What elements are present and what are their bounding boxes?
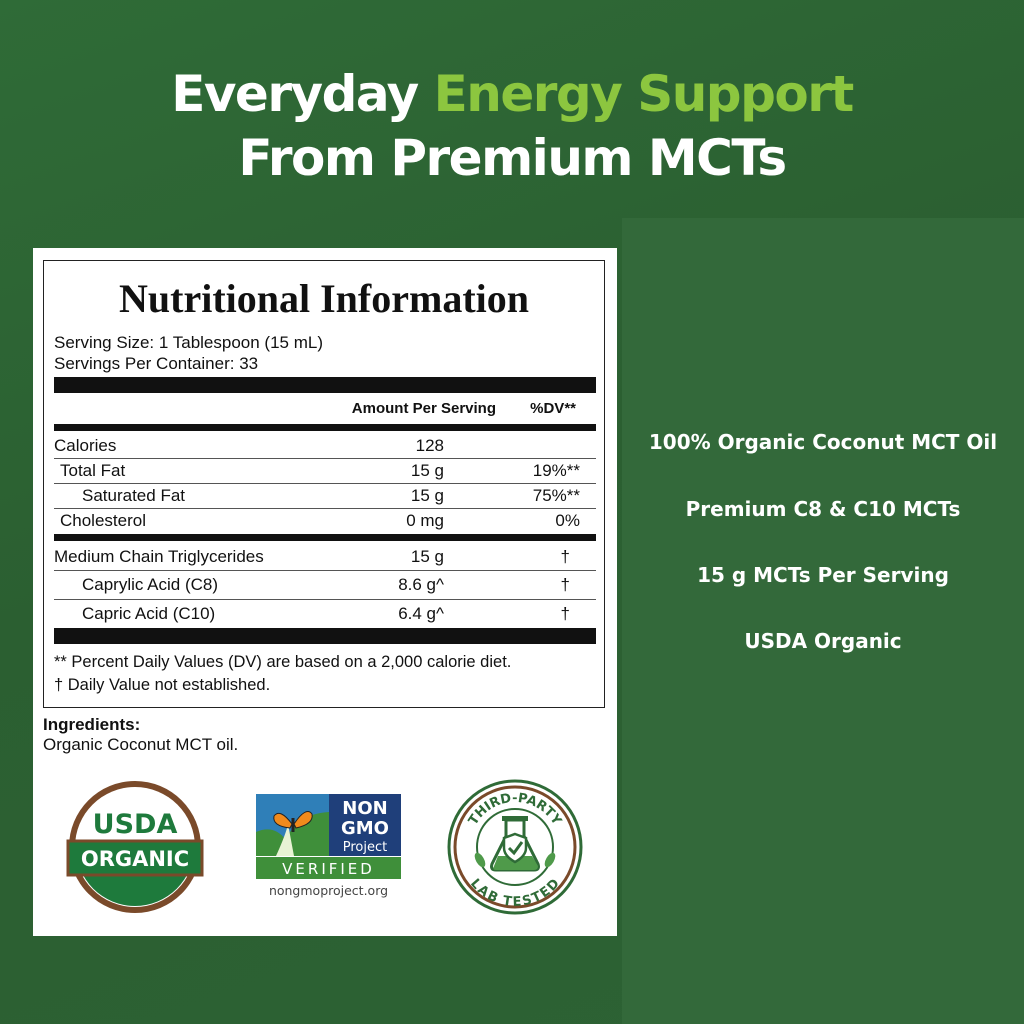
row-saturated-fat-amount: 15 g [410,486,444,505]
headline [0,62,1024,190]
claim-usda-organic: USDA Organic [744,629,902,653]
claim-mcts-per-serving: 15 g MCTs Per Serving [697,563,949,587]
row-caprylic-amount: 8.6 g^ [398,575,444,594]
row-total-fat-dv: 19%** [532,461,580,480]
row-total-fat-amount: 15 g [410,461,444,480]
row-caprylic-label: Caprylic Acid (C8) [82,575,219,594]
usda-organic-seal [66,778,204,916]
row-divider [54,458,596,459]
serving-size: Serving Size: 1 Tablespoon (15 mL) [54,333,324,352]
ingredients-heading: Ingredients: [43,715,141,734]
thick-divider-4 [54,628,596,644]
nutrition-facts-box [43,260,605,708]
row-capric-dv: † [560,604,570,623]
non-gmo-verified-badge [256,794,401,900]
row-capric-label: Capric Acid (C10) [82,604,216,623]
row-mct-dv: † [560,547,570,566]
footnote-dagger: † Daily Value not established. [54,676,271,694]
ingredients-text: Organic Coconut MCT oil. [43,735,239,754]
header-amount: Amount Per Serving [351,400,496,417]
footnote-dv: ** Percent Daily Values (DV) are based on a 2,000 calorie diet. [54,653,512,671]
row-cholesterol-label: Cholesterol [60,511,146,530]
lab-bottom-textpath: LAB TESTED [467,876,563,910]
nongmo-non: NON [342,798,388,819]
headline-line-2: From Premium MCTs [238,129,786,187]
thick-divider-1 [54,377,596,393]
row-divider [54,508,596,509]
nongmo-verified: VERIFIED [282,860,375,878]
thick-divider-3 [54,534,596,541]
row-mct-label: Medium Chain Triglycerides [54,547,264,566]
header-dv: %DV** [530,400,576,417]
right-band [622,218,1024,1024]
row-mct-amount: 15 g [410,547,444,566]
row-cholesterol-amount: 0 mg [406,511,444,530]
nutrition-title: Nutritional Information [119,276,529,321]
row-caprylic-dv: † [560,575,570,594]
thick-divider-2 [54,424,596,431]
claim-c8-c10: Premium C8 & C10 MCTs [685,497,961,521]
nutrition-panel [33,248,617,936]
usda-band-text: ORGANIC [80,847,190,871]
row-calories-amount: 128 [415,436,444,455]
row-total-fat-label: Total Fat [60,461,126,480]
row-saturated-fat-label: Saturated Fat [82,486,186,505]
claim-organic-coconut: 100% Organic Coconut MCT Oil [648,430,998,454]
lab-tested-seal [446,778,584,916]
servings-per-container: Servings Per Container: 33 [54,354,259,373]
row-calories-label: Calories [54,436,117,455]
ingredients [43,715,238,755]
headline-line-1 [0,62,1024,126]
row-divider [54,599,596,600]
row-divider [54,570,596,571]
row-cholesterol-dv: 0% [555,511,580,530]
row-divider [54,483,596,484]
usda-top-text: USDA [92,809,178,840]
headline-accent: Energy Support [433,65,853,123]
row-saturated-fat-dv: 75%** [532,486,580,505]
nongmo-url: nongmoproject.org [268,883,389,898]
lab-top-textpath: THIRD-PARTY [465,790,565,828]
row-capric-amount: 6.4 g^ [398,604,444,623]
headline-white: Everyday [171,65,434,123]
nongmo-project: Project [342,840,388,855]
nongmo-gmo: GMO [341,818,389,839]
